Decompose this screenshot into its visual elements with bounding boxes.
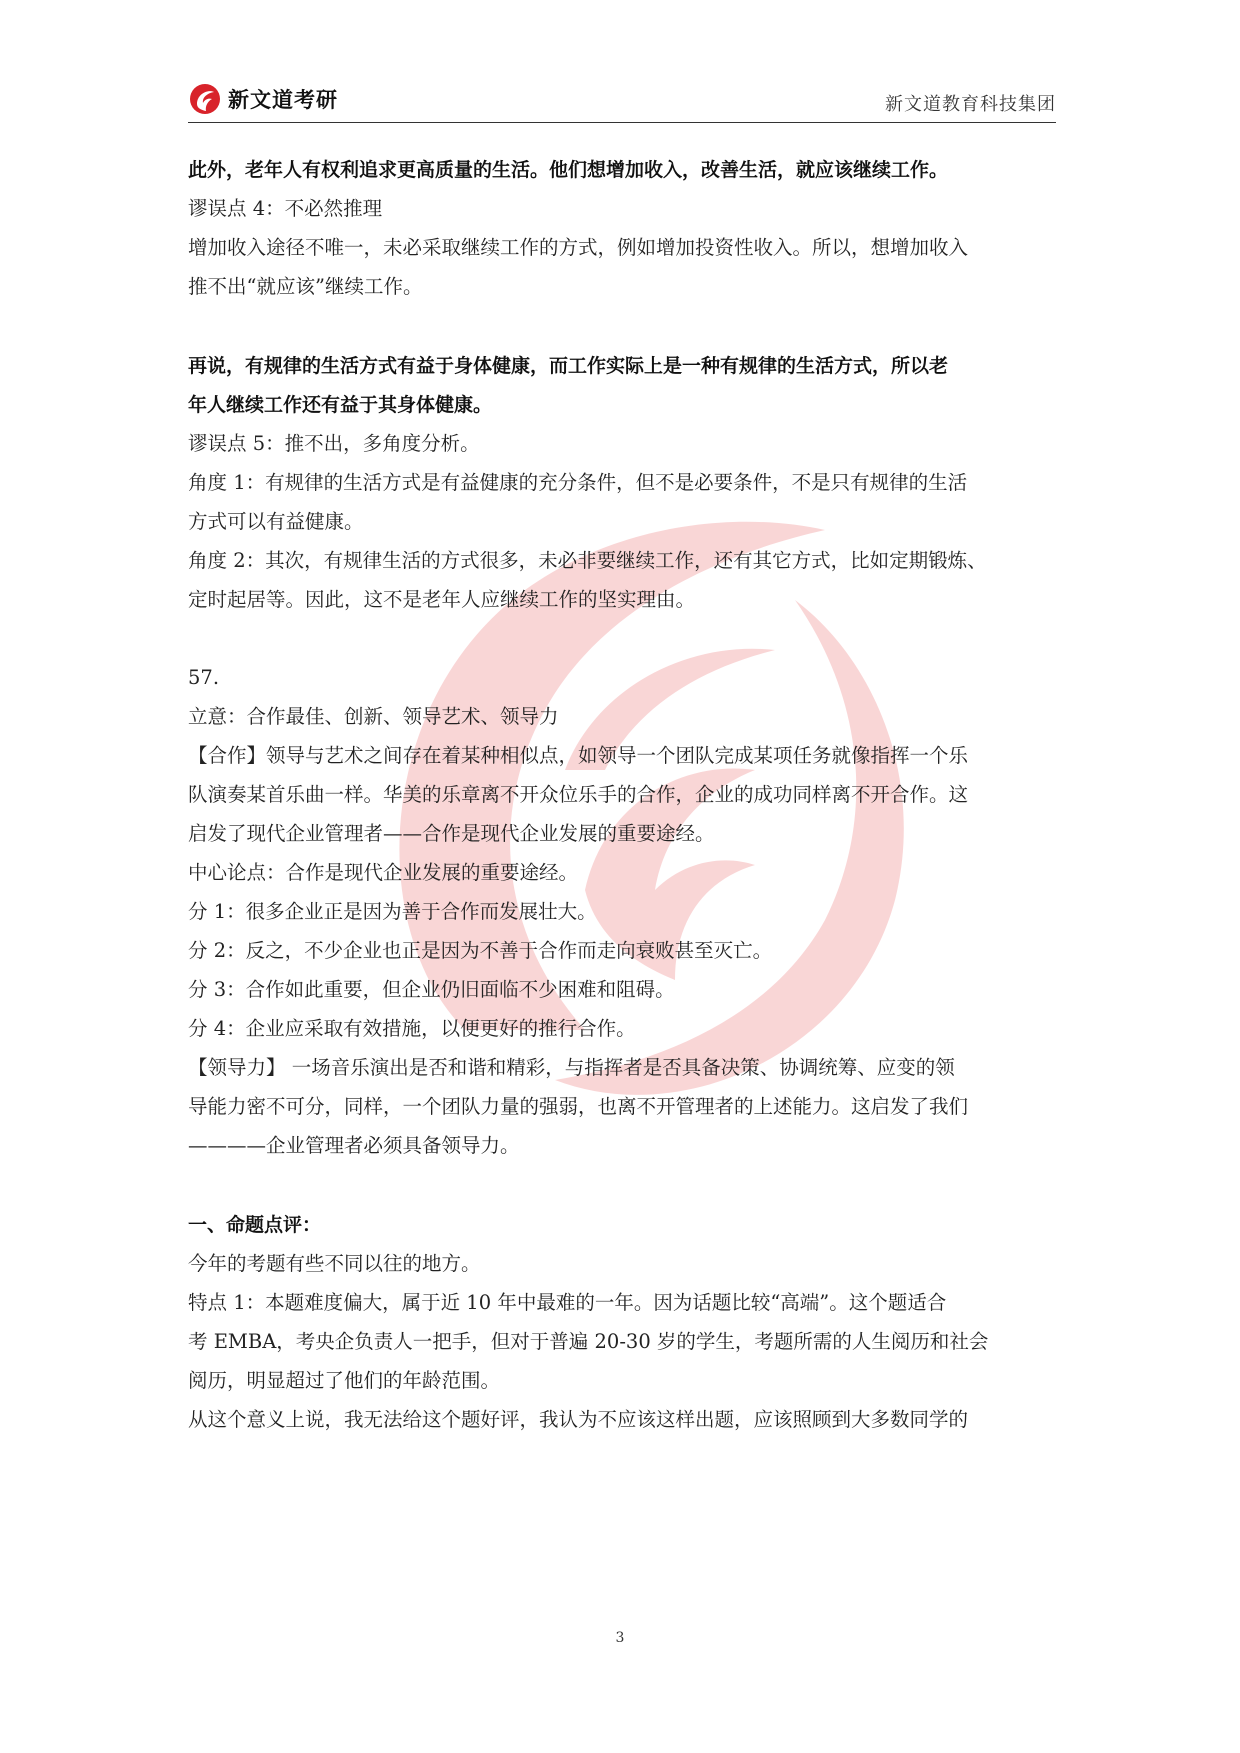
company-name: 新文道教育科技集团 (885, 94, 1056, 115)
paragraph-line: 今年的考题有些不同以往的地方。 (188, 1252, 481, 1275)
brand-logo (188, 82, 338, 116)
paragraph-line: 导能力密不可分，同样，一个团队力量的强弱，也离不开管理者的上述能力。这启发了我们 (188, 1095, 969, 1118)
paragraph-line: 此外，老年人有权利追求更高质量的生活。他们想增加收入，改善生活，就应该继续工作。 (188, 159, 949, 181)
paragraph-line: 推不出“就应该”继续工作。 (188, 275, 423, 298)
paragraph-line: 方式可以有益健康。 (188, 510, 364, 533)
phoenix-logo-icon (188, 82, 222, 116)
paragraph-line: 分 4：企业应采取有效措施，以便更好的推行合作。 (188, 1017, 636, 1040)
paragraph-line: 立意：合作最佳、创新、领导艺术、领导力 (188, 705, 559, 728)
paragraph-line: 分 1：很多企业正是因为善于合作而发展壮大。 (188, 900, 597, 923)
paragraph-line: 角度 2：其次，有规律生活的方式很多，未必非要继续工作，还有其它方式，比如定期锻炼、 (188, 549, 987, 572)
paragraph-line: 从这个意义上说，我无法给这个题好评，我认为不应该这样出题，应该照顾到大多数同学的 (188, 1408, 969, 1431)
paragraph-line: 考 EMBA，考央企负责人一把手，但对于普遍 20-30 岁的学生，考题所需的人生阅历和社会 (188, 1330, 989, 1353)
paragraph-line: 启发了现代企业管理者——合作是现代企业发展的重要途经。 (188, 822, 715, 845)
paragraph-line: 再说，有规律的生活方式有益于身体健康，而工作实际上是一种有规律的生活方式，所以老 (188, 355, 949, 377)
paragraph-line: 分 2：反之，不少企业也正是因为不善于合作而走向衰败甚至灭亡。 (188, 939, 773, 962)
page-number: 3 (615, 1630, 625, 1646)
paragraph-line: 分 3：合作如此重要，但企业仍旧面临不少困难和阻碍。 (188, 978, 675, 1001)
paragraph-line: 【领导力】 一场音乐演出是否和谐和精彩，与指挥者是否具备决策、协调统筹、应变的领 (188, 1056, 955, 1079)
brand-name: 新文道考研 (228, 88, 338, 112)
paragraph-line: 角度 1：有规律的生活方式是有益健康的充分条件，但不是必要条件，不是只有规律的生活 (188, 471, 968, 494)
paragraph-line: 谬误点 4：不必然推理 (188, 197, 383, 220)
paragraph-line: 中心论点：合作是现代企业发展的重要途经。 (188, 861, 579, 884)
paragraph-line: 队演奏某首乐曲一样。华美的乐章离不开众位乐手的合作，企业的成功同样离不开合作。这 (188, 783, 969, 806)
paragraph-line: 【合作】领导与艺术之间存在着某种相似点，如领导一个团队完成某项任务就像指挥一个乐 (188, 744, 969, 767)
paragraph-line: 增加收入途径不唯一，未必采取继续工作的方式，例如增加投资性收入。所以，想增加收入 (188, 236, 969, 259)
paragraph-line: 特点 1：本题难度偏大，属于近 10 年中最难的一年。因为话题比较“高端”。这个题适合 (188, 1291, 947, 1314)
paragraph-line: 谬误点 5：推不出，多角度分析。 (188, 432, 480, 455)
section-heading: 一、命题点评： (188, 1214, 322, 1236)
question-number: 57. (188, 666, 220, 689)
paragraph-line: ————企业管理者必须具备领导力。 (188, 1134, 520, 1157)
paragraph-line: 阅历，明显超过了他们的年龄范围。 (188, 1369, 501, 1392)
paragraph-line: 定时起居等。因此，这不是老年人应继续工作的坚实理由。 (188, 588, 696, 611)
paragraph-line: 年人继续工作还有益于其身体健康。 (188, 394, 493, 416)
page-header (188, 78, 1056, 123)
